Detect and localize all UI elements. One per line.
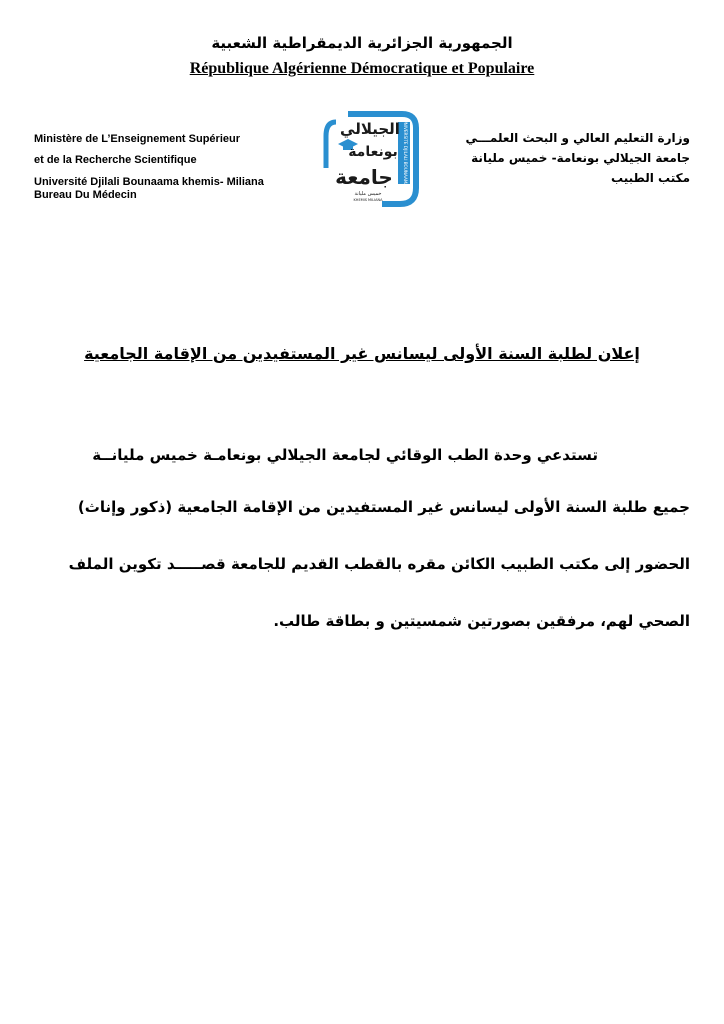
university-logo-icon (318, 108, 422, 212)
office-line-ar: مكتب الطبيب (611, 171, 690, 185)
ministry-line: Ministère de L’Enseignement Supérieur (34, 133, 240, 145)
announcement-line-2: جميع طلبة السنة الأولى ليسانس غير المستفيدين من الإقامة الجامعية (ذكور وإناث) (77, 498, 690, 516)
logo-arabic-top: الجيلالي (340, 120, 400, 138)
logo-arabic-mid: بونعامة (348, 144, 398, 160)
announcement-title: إعلان لطلبة السنة الأولى ليسانس غير المستفيدين من الإقامة الجامعية (84, 344, 640, 363)
university-line: Université Djilali Bounaama khemis- Miliana (34, 176, 264, 188)
ministry-block-arabic (460, 128, 690, 188)
university-line-ar: جامعة الجيلالي بونعامة- خميس مليانة (471, 151, 690, 165)
announcement-line-4: الصحي لهم، مرفقين بصورتين شمسيتين و بطاقة طالب. (273, 612, 690, 630)
logo-caption-small: KHEMIS MILIANA (353, 198, 383, 202)
header-arabic-republic: الجمهورية الجزائرية الديمقراطية الشعبية (211, 34, 513, 52)
announcement-line-3: الحضور إلى مكتب الطبيب الكائن مقره بالقطب القديم للجامعة قصـــــد تكوين الملف (68, 555, 690, 573)
logo-caption: خميس مليانة (354, 191, 382, 197)
office-line: Bureau Du Médecin (34, 189, 137, 201)
announcement-line-1: تستدعي وحدة الطب الوقائي لجامعة الجيلالي بونعامـة خميس مليانــة (92, 446, 598, 464)
ministry-line-ar: وزارة التعليم العالي و البحث العلمـــي (465, 131, 690, 145)
header-french-republic: République Algérienne Démocratique et Populaire (189, 60, 535, 77)
ministry-block-french (34, 133, 314, 202)
logo-arabic-big: جامعة (335, 165, 393, 189)
research-line: et de la Recherche Scientifique (34, 154, 197, 166)
logo-latin-text: UNIVERSITE DJILALI BOUNAAMA (403, 119, 408, 187)
